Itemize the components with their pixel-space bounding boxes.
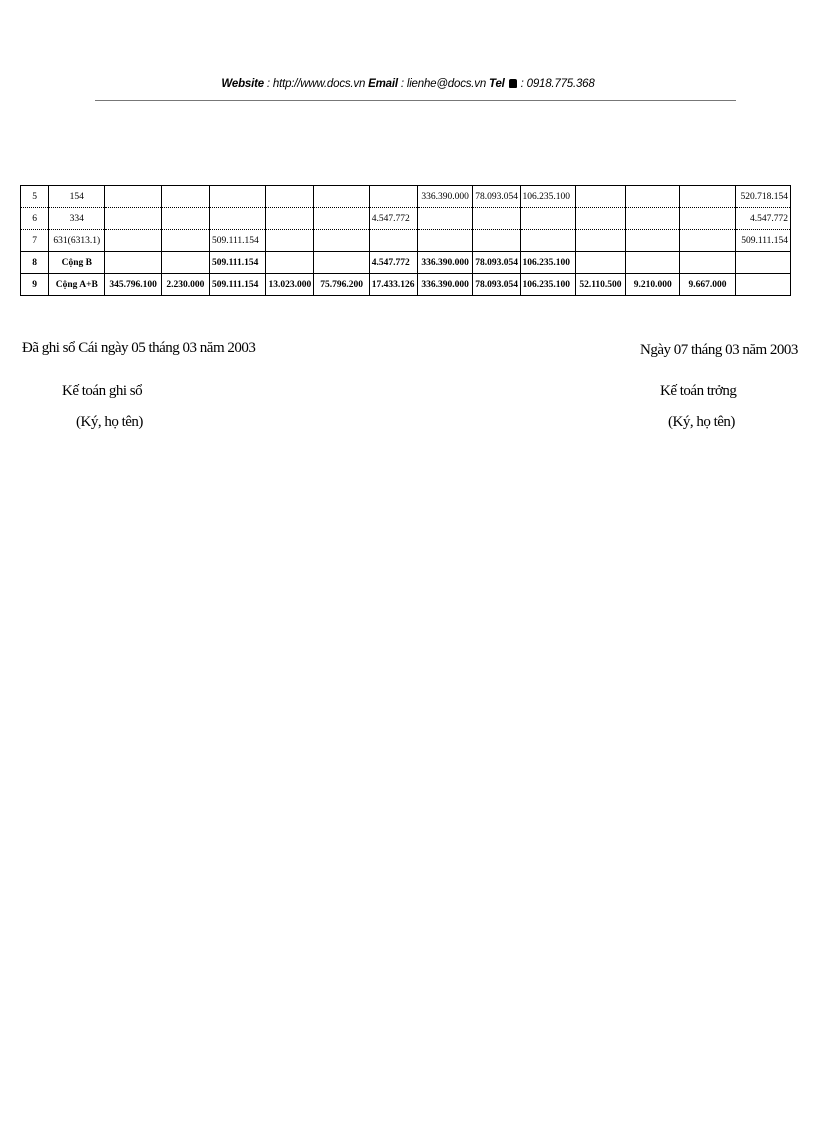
amount-cell xyxy=(473,230,520,252)
amount-cell xyxy=(266,252,314,274)
amount-cell: 78.093.054 xyxy=(473,274,520,296)
amount-cell xyxy=(314,252,369,274)
amount-cell xyxy=(575,186,625,208)
amount-cell: 345.796.100 xyxy=(105,274,161,296)
amount-cell xyxy=(418,208,473,230)
tel-value: : 0918.775.368 xyxy=(517,78,595,90)
amount-cell: 509.111.154 xyxy=(209,274,265,296)
amount-cell xyxy=(626,186,680,208)
amount-cell: 2.230.000 xyxy=(161,274,209,296)
bookkeeper-title: Kế toán ghi sổ xyxy=(62,383,143,399)
amount-cell xyxy=(105,186,161,208)
amount-cell xyxy=(680,230,735,252)
amount-cell xyxy=(520,208,575,230)
amount-cell xyxy=(105,252,161,274)
amount-cell xyxy=(575,208,625,230)
amount-cell: 336.390.000 xyxy=(418,186,473,208)
chief-accountant-title: Kế toán trởng xyxy=(660,383,737,399)
amount-cell: 106.235.100 xyxy=(520,252,575,274)
amount-cell xyxy=(209,186,265,208)
amount-cell xyxy=(209,208,265,230)
amount-cell: 9.210.000 xyxy=(626,274,680,296)
amount-cell: 106.235.100 xyxy=(520,186,575,208)
amount-cell xyxy=(626,230,680,252)
amount-cell xyxy=(680,186,735,208)
amount-cell xyxy=(105,208,161,230)
amount-cell: 336.390.000 xyxy=(418,252,473,274)
amount-cell xyxy=(314,230,369,252)
amount-cell: 13.023.000 xyxy=(266,274,314,296)
amount-cell xyxy=(161,230,209,252)
tel-label: Tel xyxy=(489,78,505,90)
ledger-table xyxy=(20,185,791,296)
amount-cell xyxy=(626,208,680,230)
amount-cell: 336.390.000 xyxy=(418,274,473,296)
amount-cell xyxy=(266,230,314,252)
row-number: 6 xyxy=(21,208,49,230)
amount-cell: 4.547.772 xyxy=(369,208,417,230)
header-divider xyxy=(95,100,736,101)
amount-cell: 9.667.000 xyxy=(680,274,735,296)
posting-date-note: Đã ghi sổ Cái ngày 05 tháng 03 năm 2003 xyxy=(22,340,256,356)
amount-cell xyxy=(266,186,314,208)
website-label: Website xyxy=(221,78,264,90)
signing-date: Ngày 07 tháng 03 năm 2003 xyxy=(640,342,798,358)
account-cell: 334 xyxy=(49,208,105,230)
row-number: 8 xyxy=(21,252,49,274)
amount-cell xyxy=(473,208,520,230)
amount-cell xyxy=(735,274,790,296)
amount-cell xyxy=(735,252,790,274)
account-cell: Cộng A+B xyxy=(49,274,105,296)
row-number: 9 xyxy=(21,274,49,296)
amount-cell: 52.110.500 xyxy=(575,274,625,296)
amount-cell xyxy=(575,230,625,252)
amount-cell: 17.433.126 xyxy=(369,274,417,296)
amount-cell xyxy=(418,230,473,252)
amount-cell xyxy=(369,186,417,208)
row-number: 7 xyxy=(21,230,49,252)
page-header xyxy=(0,78,816,90)
amount-cell xyxy=(314,186,369,208)
bookkeeper-signature-note: (Ký, họ tên) xyxy=(76,414,143,430)
amount-cell: 75.796.200 xyxy=(314,274,369,296)
amount-cell xyxy=(161,252,209,274)
amount-cell xyxy=(161,186,209,208)
row-number: 5 xyxy=(21,186,49,208)
amount-cell: 509.111.154 xyxy=(209,252,265,274)
phone-icon xyxy=(509,79,517,88)
amount-cell: 78.093.054 xyxy=(473,186,520,208)
amount-cell: 4.547.772 xyxy=(735,208,790,230)
chief-accountant-signature-note: (Ký, họ tên) xyxy=(668,414,735,430)
amount-cell: 78.093.054 xyxy=(473,252,520,274)
amount-cell xyxy=(314,208,369,230)
amount-cell xyxy=(575,252,625,274)
table-row xyxy=(21,230,791,252)
total-row xyxy=(21,274,791,296)
email-label: Email xyxy=(368,78,398,90)
amount-cell xyxy=(105,230,161,252)
subtotal-row xyxy=(21,252,791,274)
amount-cell: 106.235.100 xyxy=(520,274,575,296)
table-row xyxy=(21,208,791,230)
amount-cell xyxy=(680,252,735,274)
amount-cell: 520.718.154 xyxy=(735,186,790,208)
table-row xyxy=(21,186,791,208)
amount-cell xyxy=(520,230,575,252)
amount-cell xyxy=(626,252,680,274)
account-cell: 154 xyxy=(49,186,105,208)
amount-cell: 509.111.154 xyxy=(735,230,790,252)
amount-cell xyxy=(266,208,314,230)
amount-cell: 4.547.772 xyxy=(369,252,417,274)
account-cell: 631(6313.1) xyxy=(49,230,105,252)
account-cell: Cộng B xyxy=(49,252,105,274)
amount-cell xyxy=(369,230,417,252)
amount-cell xyxy=(680,208,735,230)
amount-cell: 509.111.154 xyxy=(209,230,265,252)
email-value: : lienhe@docs.vn xyxy=(397,78,490,90)
website-value: : http://www.docs.vn xyxy=(263,78,369,90)
amount-cell xyxy=(161,208,209,230)
